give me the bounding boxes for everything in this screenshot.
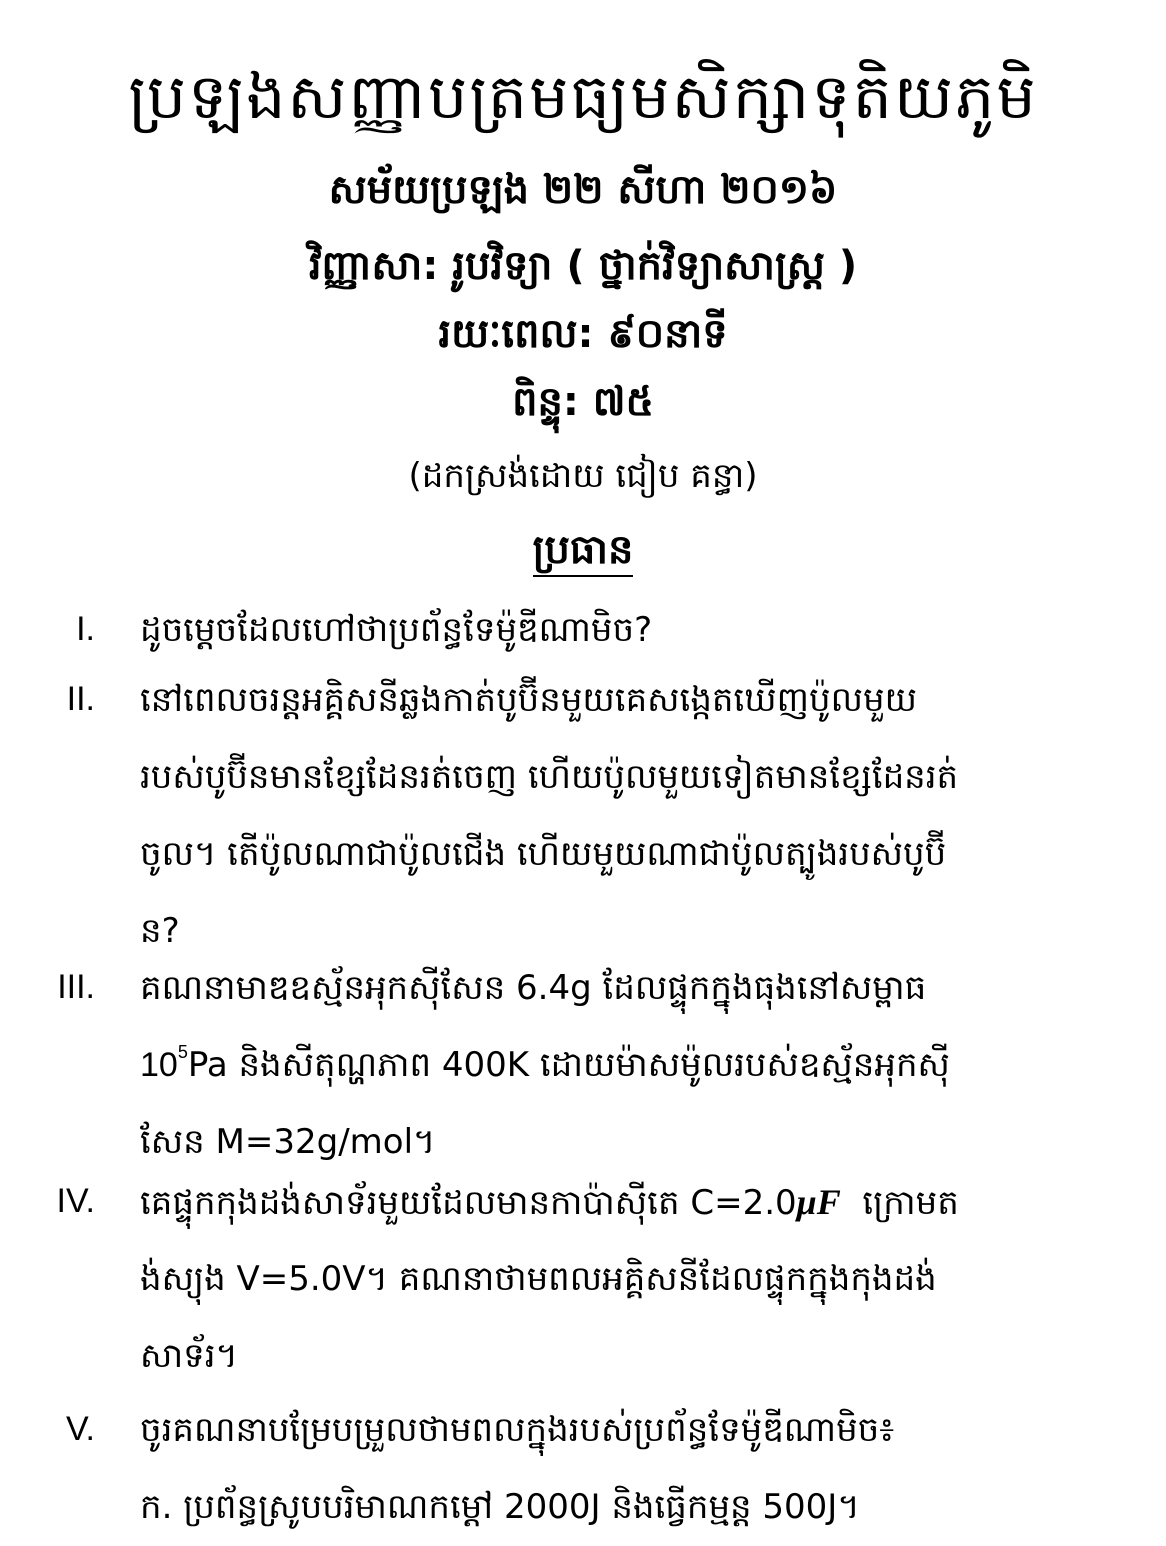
question-text	[140, 950, 1130, 1181]
exam-subject: វិញ្ញាសា: រូបវិទ្យា ( ថ្នាក់វិទ្យាសាស្ត្រ )	[308, 243, 858, 289]
question-text	[140, 662, 1130, 970]
question-line: របស់បូប៊ីនមានខ្សែដែនរត់ចេញ ហើយប៉ូលមួយទៀតមានខ្សែដែនរត់	[140, 757, 959, 797]
capacitance-unit: μF	[796, 1182, 841, 1222]
pressure-exponent: 5	[177, 1042, 188, 1062]
section-heading	[0, 520, 1166, 580]
question-number: II.	[66, 680, 95, 718]
question-line: ន?	[140, 911, 180, 951]
question-line: នៅពេលចរន្តអគ្គិសនីឆ្លងកាត់បូប៊ីនមួយគេសង្កេតឃើញប៉ូលមួយ	[140, 680, 917, 720]
question-number: V.	[65, 1410, 95, 1448]
question-line: ង់ស្យុង V=5.0V។ គណនាថាមពលអគ្គិសនីដែលផ្ទុកក្នុងកុងដង់	[140, 1259, 937, 1299]
question-line: ដូចម្តេចដែលហៅថាប្រព័ន្ធទែម៉ូឌីណាមិច?	[140, 610, 653, 650]
question-line-start: គេផ្ទុកកុងដង់សាទ័រមួយដែលមានកាប៉ាស៊ីតេ C=2.0	[140, 1183, 797, 1223]
question-text	[140, 592, 1130, 669]
question-line: ចូរគណនាបម្រែបម្រួលថាមពលក្នុងរបស់ប្រព័ន្ធទែម៉ូឌីណាមិច៖	[140, 1410, 895, 1450]
question-text	[140, 1164, 1130, 1395]
exam-compiler: (ដកស្រង់ដោយ ជៀប គន្ធា)	[408, 456, 758, 496]
question-line: សាទ័រ។	[140, 1336, 238, 1376]
question-line: គណនាមាឌឧស្ម័នអុកស៊ីសែន 6.4g ដែលផ្ទុកក្នុងធុងនៅសម្ពាធ	[140, 968, 927, 1008]
question-line: ចូល។ តើប៉ូលណាជាប៉ូលជើង ហើយមួយណាជាប៉ូលត្បូងរបស់បូប៊ី	[140, 834, 947, 874]
exam-title: ប្រឡងសញ្ញាបត្រមធ្យមសិក្សាទុតិយភូមិ	[128, 60, 1038, 133]
question-number: III.	[57, 968, 95, 1006]
question-line-rest: Pa និងសីតុណ្ហភាព 400K ដោយម៉ាសម៉ូលរបស់ឧស្ម័នអុកស៊ី	[187, 1045, 950, 1085]
question-number: IV.	[56, 1182, 95, 1220]
question-line	[140, 1027, 1130, 1104]
question-line: សែន M=32g/mol។	[140, 1122, 436, 1162]
question-text	[140, 1392, 1130, 1546]
pressure-base: 10	[140, 1046, 178, 1084]
question-line: ក. ប្រព័ន្ធស្រូបបរិមាណកម្តៅ 2000J និងធ្វើកម្មន្ត 500J។	[140, 1487, 860, 1527]
exam-duration: រយៈពេល: ៩០នាទី	[438, 311, 728, 357]
question-line	[140, 1164, 1130, 1241]
question-number: I.	[76, 610, 95, 648]
question-line-end: ក្រោមត	[840, 1183, 959, 1223]
exam-score: ពិន្ទុ: ៧៥	[512, 379, 654, 425]
section-title: ប្រធាន	[533, 527, 634, 577]
exam-session: សម័យប្រឡង ២២ សីហា ២០១៦	[328, 167, 838, 213]
